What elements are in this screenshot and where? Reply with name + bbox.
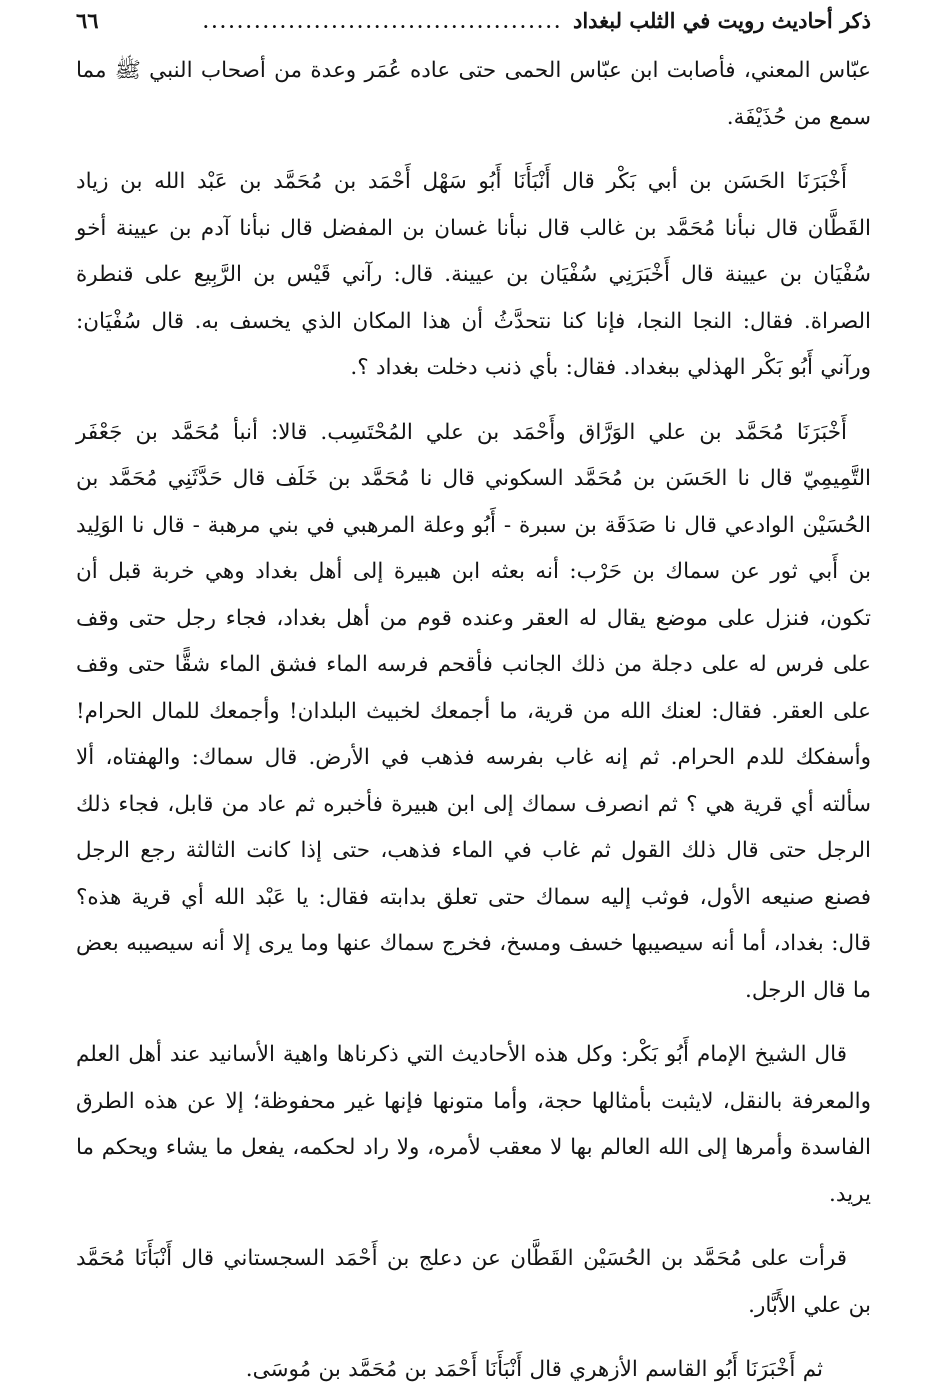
header-title: ذكر أحاديث رويت في الثلب لبغداد [572, 8, 871, 33]
header-leader-dots: .......................................... [203, 13, 563, 32]
paragraph-2: أَخْبَرَنَا الحَسَن بن أبي بَكْر قال أَنْبَأَنَا أَبُو سَهْل أَحْمَد بن مُحَمَّد بن عَبْد الله بن زياد القَطَّان قال نبأنا مُحَمَّد بن غالب قال نبأنا غسان بن المفضل قال نبأنا آدم بن عيينة أخو سُفْيَان بن عيينة قال أَخْبَرَنِي سُفْيَان بن عيينة. قال: رآني قَيْس بن الرَّبِيع على قنطرة الصراة. فقال: النجا النجا، فإنا كنا نتحدَّثُ أن هذا المكان الذي يخسف به. قال سُفْيَان: ورآني أَبُو بَكْر الهذلي ببغداد. فقال: بأي ذنب دخلت بغداد ؟. [76, 169, 871, 380]
paragraph-gap [76, 141, 871, 159]
paragraph-5: قرأت على مُحَمَّد بن الحُسَيْن القَطَّان عن دعلج بن أَحْمَد السجستاني قال أَنْبَأَنَا مُحَمَّد بن علي الأَبَّار. [76, 1246, 871, 1318]
paragraph-gap [76, 1218, 871, 1236]
paragraph-gap [76, 392, 871, 410]
paragraph-3: أَخْبَرَنَا مُحَمَّد بن علي الوَرَّاق وأَحْمَد بن علي المُحْتَسِب. قالا: أنبأ مُحَمَّد بن جَعْفَر التَّمِيمِيّ قال نا الحَسَن بن مُحَمَّد السكوني قال نا مُحَمَّد بن خَلَف قال حَدَّثَنِي مُحَمَّد بن الحُسَيْن الوادعي قال نا صَدَقَة بن سبرة - أَبُو وعلة المرهبي في بني مرهبة - قال نا الوَلِيد بن أَبي ثور عن سماك بن حَرْب: أنه بعثه ابن هبيرة إلى أهل بغداد وهي خربة قبل أن تكون، فنزل على موضع يقال له العقر وعنده قوم من أهل بغداد، فجاء رجل حتى وقف على فرس له على دجلة من ذلك الجانب فأقحم فرسه الماء فشق الماء شقًّا حتى وقف على العقر. فقال: لعنك الله من قرية، ما أجمعك لخبيث البلدان! وأجمعك للمال الحرام! وأسفكك للدم الحرام. ثم إنه غاب بفرسه فذهب في الأرض. قال سماك: والهفتاه، ألا سألته أي قرية هي ؟ ثم انصرف سماك إلى ابن هبيرة فأخبره ثم عاد من قابل، فجاء ذلك الرجل حتى قال ذلك القول ثم غاب في الماء فذهب، حتى إذا كانت الثالثة رجع الرجل فصنع صنيعه الأول، فوثب إليه سماك حتى تعلق بدابته فقال: يا عَبْد الله أي قرية هذه؟ قال: بغداد، أما أنه سيصيبها خسف ومسخ، فخرج سماك عنها وما يرى إلا أنه سيصيبه بعض ما قال الرجل. [76, 419, 871, 1003]
page-number: ٦٦ [76, 8, 99, 33]
paragraph-6: ثم أَخْبَرَنَا أَبُو القاسم الأزهري قال أَنْبَأَنَا أَحْمَد بن مُحَمَّد بن مُوسَى. [245, 1357, 823, 1382]
paragraph-1: عبّاس المعني، فأصابت ابن عبّاس الحمى حتى عاده عُمَر وعدة من أصحاب النبي ﷺ مما سمع من حُذَيْفَة. [76, 58, 871, 130]
paragraph-gap [76, 1329, 871, 1347]
running-header [76, 8, 871, 48]
paragraph-gap [76, 1014, 871, 1032]
paragraph-4: قال الشيخ الإمام أَبُو بَكْر: وكل هذه الأحاديث التي ذكرناها واهية الأسانيد عند أهل العلم والمعرفة بالنقل، لايثبت بأمثالها حجة، وأما متونها فإنها غير محفوظة؛ إلا عن هذه الطرق الفاسدة وأمرها إلى الله العالم بها لا معقب لأمره، ولا راد لحكمه، يفعل ما يشاء ويحكم ما يريد. [76, 1042, 871, 1207]
